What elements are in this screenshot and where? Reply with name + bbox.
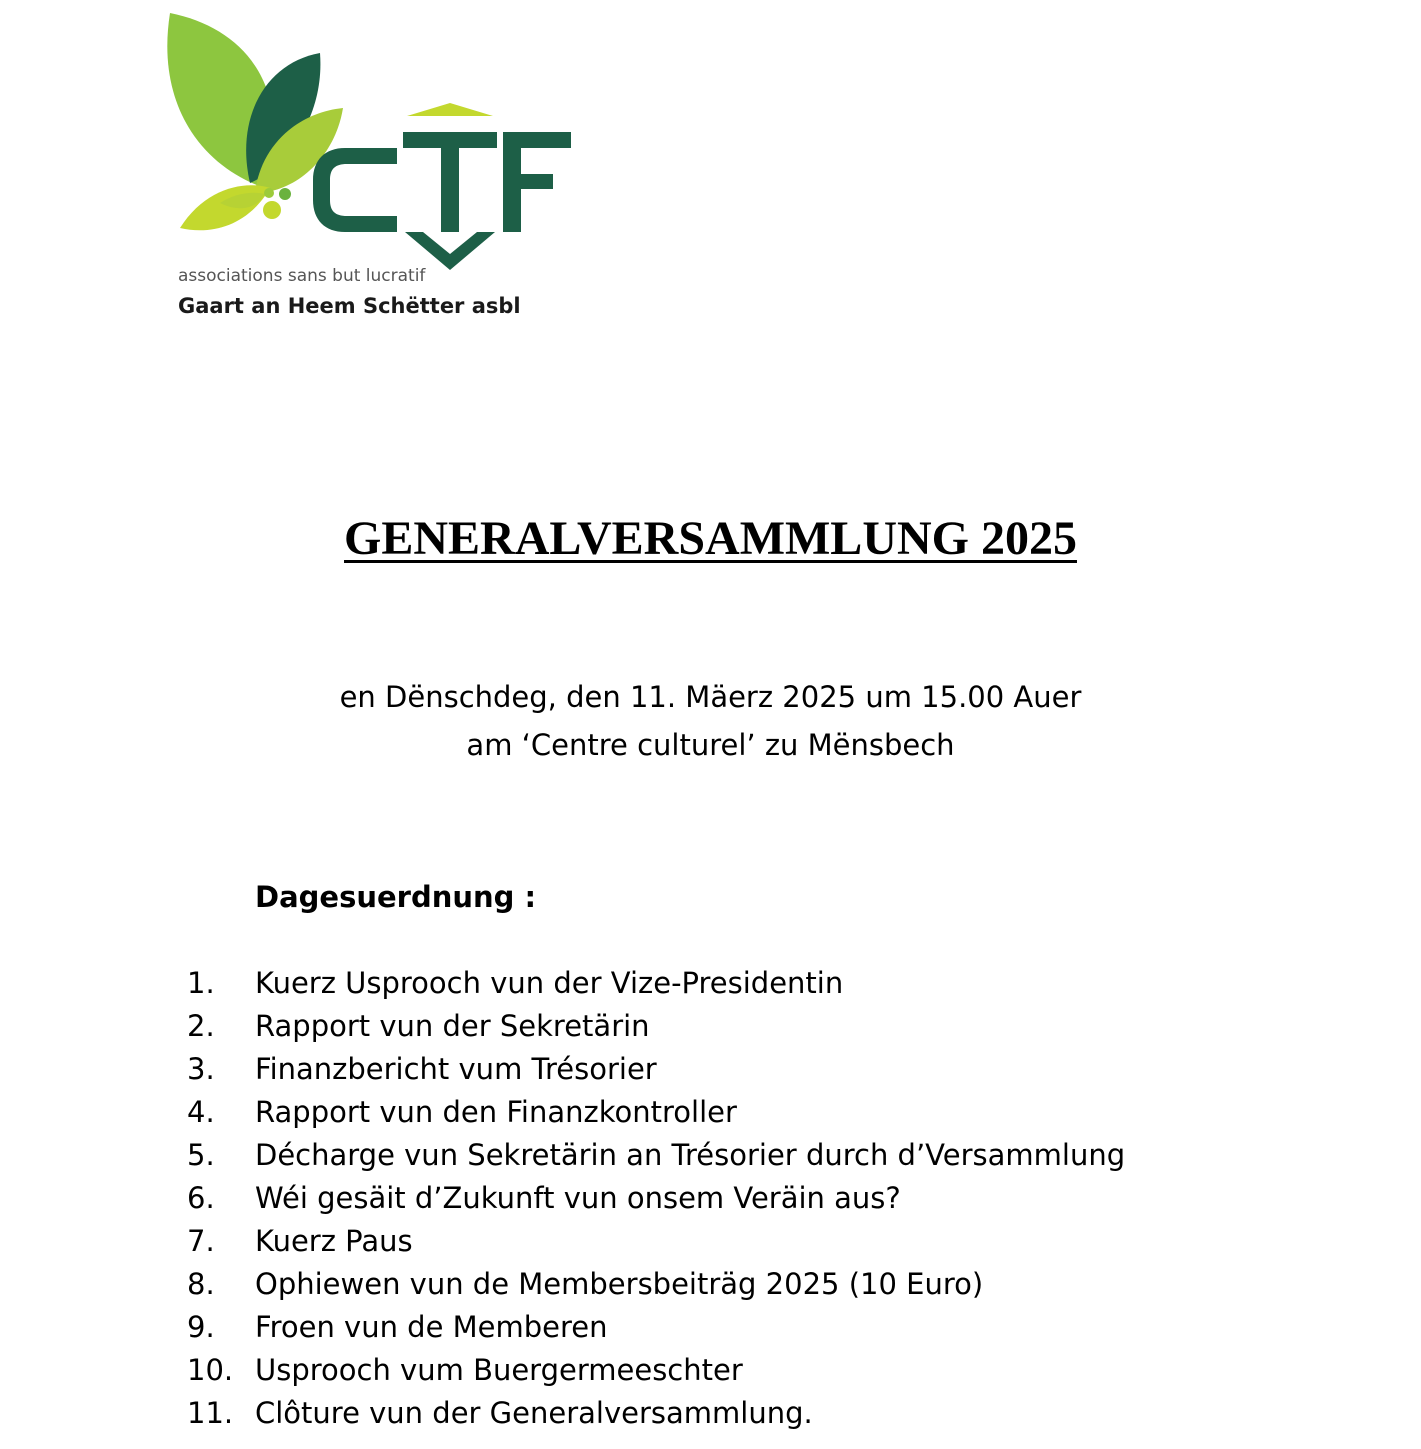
item-number: 5. (187, 1138, 215, 1172)
item-number: 3. (187, 1052, 215, 1086)
item-text: Décharge vun Sekretärin an Trésorier durch d’Versammlung (255, 1138, 1126, 1172)
list-item (187, 1264, 1125, 1307)
item-text: Kuerz Usprooch vun der Vize-Presidentin (255, 966, 844, 1000)
item-number: 6. (187, 1181, 215, 1215)
ctf-leaf-logo-icon (165, 8, 585, 283)
list-item (187, 1178, 1125, 1221)
item-text: Clôture vun der Generalversammlung. (255, 1396, 813, 1430)
agenda-list (187, 963, 1125, 1436)
list-item (187, 1092, 1125, 1135)
item-text: Finanzbericht vum Trésorier (255, 1052, 657, 1086)
event-location-line: am ‘Centre culturel’ zu Mënsbech (466, 728, 955, 762)
ctf-logo (165, 8, 585, 283)
item-text: Froen vun de Memberen (255, 1310, 608, 1344)
document-title: GENERALVERSAMMLUNG 2025 (344, 512, 1077, 565)
item-number: 10. (187, 1353, 234, 1387)
item-number: 8. (187, 1267, 215, 1301)
list-item (187, 1135, 1125, 1178)
org-name: Gaart an Heem Schëtter asbl (178, 294, 521, 318)
item-text: Usprooch vum Buergermeeschter (255, 1353, 743, 1387)
item-text: Ophiewen vun de Membersbeiträg 2025 (10 Euro) (255, 1267, 984, 1301)
list-item (187, 1006, 1125, 1049)
item-number: 9. (187, 1310, 215, 1344)
agenda-heading: Dagesuerdnung : (255, 880, 537, 914)
item-text: Rapport vun den Finanzkontroller (255, 1095, 737, 1129)
list-item (187, 963, 1125, 1006)
list-item (187, 1221, 1125, 1264)
list-item (187, 1049, 1125, 1092)
item-text: Rapport vun der Sekretärin (255, 1009, 650, 1043)
item-text: Wéi gesäit d’Zukunft vun onsem Veräin aus? (255, 1181, 901, 1215)
list-item (187, 1393, 1125, 1436)
list-item (187, 1307, 1125, 1350)
list-item (187, 1350, 1125, 1393)
item-number: 4. (187, 1095, 215, 1129)
item-number: 7. (187, 1224, 215, 1258)
org-tagline: associations sans but lucratif (178, 266, 426, 286)
item-number: 11. (187, 1396, 234, 1430)
item-number: 2. (187, 1009, 215, 1043)
event-date-line: en Dënschdeg, den 11. Mäerz 2025 um 15.00 Auer (339, 680, 1082, 714)
item-number: 1. (187, 966, 215, 1000)
item-text: Kuerz Paus (255, 1224, 413, 1258)
